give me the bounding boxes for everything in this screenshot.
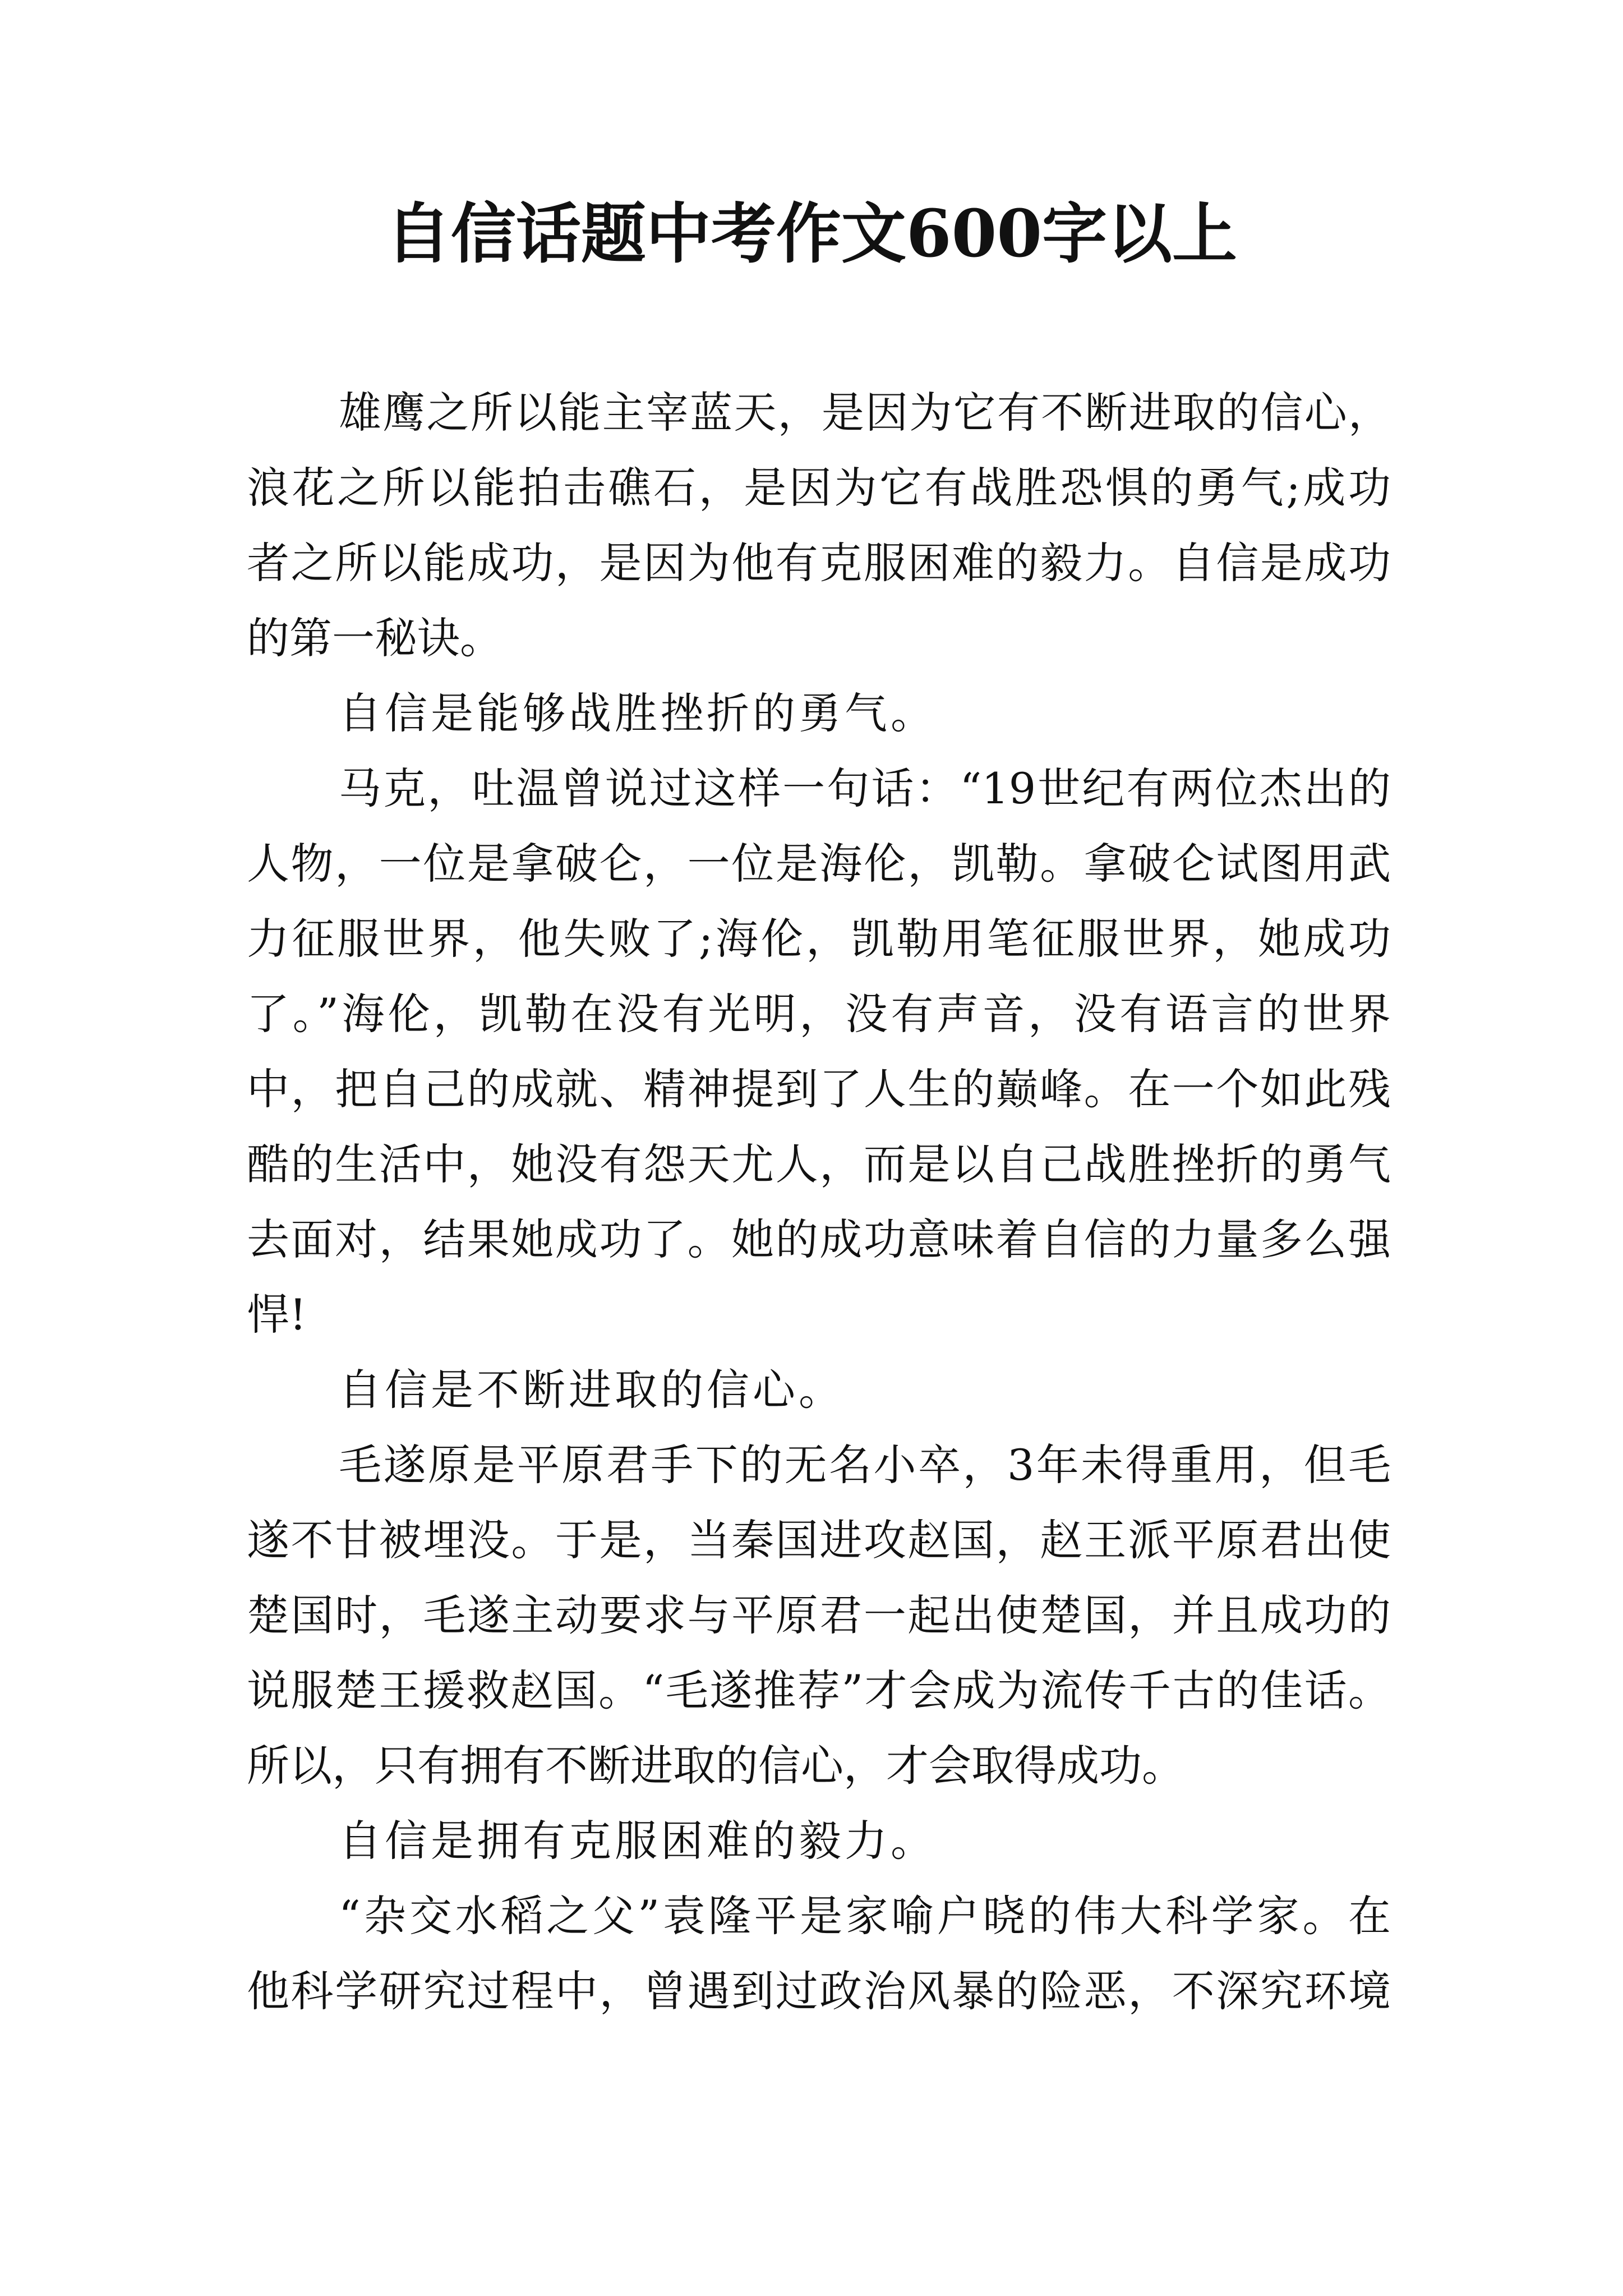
essay-line: 人物，一位是拿破仑，一位是海伦，凯勒。拿破仑试图用武 (247, 839, 1391, 889)
essay-line: 自信是不断进取的信心。 (339, 1365, 845, 1415)
essay-line: 他科学研究过程中，曾遇到过政治风暴的险恶，不深究环境 (247, 1966, 1391, 2016)
essay-line: 楚国时，毛遂主动要求与平原君一起出使楚国，并且成功的 (247, 1590, 1391, 1640)
essay-line: 悍! (247, 1290, 307, 1340)
essay-line: 遂不甘被埋没。于是，当秦国进攻赵国，赵王派平原君出使 (247, 1515, 1391, 1565)
essay-line: 所以，只有拥有不断进取的信心，才会取得成功。 (247, 1741, 1184, 1791)
essay-line: 自信是拥有克服困难的毅力。 (339, 1816, 937, 1866)
essay-line: “杂交水稻之父”袁隆平是家喻户晓的伟大科学家。在 (339, 1891, 1391, 1941)
essay-line: 的第一秘诀。 (247, 613, 502, 663)
essay-line: 力征服世界，他失败了;海伦，凯勒用笔征服世界，她成功 (247, 914, 1391, 964)
essay-line: 者之所以能成功，是因为他有克服困难的毅力。自信是成功 (247, 538, 1391, 588)
essay-line: 毛遂原是平原君手下的无名小卒，3年未得重用，但毛 (339, 1440, 1391, 1490)
essay-line: 浪花之所以能拍击礁石，是因为它有战胜恐惧的勇气;成功 (247, 463, 1391, 513)
document-title: 自信话题中考作文600字以上 (385, 196, 1238, 272)
essay-line: 马克，吐温曾说过这样一句话：“19世纪有两位杰出的 (339, 763, 1391, 813)
essay-line: 雄鹰之所以能主宰蓝天，是因为它有不断进取的信心， (339, 388, 1391, 438)
essay-line: 说服楚王援救赵国。“毛遂推荐”才会成为流传千古的佳话。 (247, 1665, 1391, 1715)
essay-line: 去面对，结果她成功了。她的成功意味着自信的力量多么强 (247, 1214, 1391, 1264)
essay-line: 中，把自己的成就、精神提到了人生的巅峰。在一个如此残 (247, 1064, 1391, 1114)
essay-line: 了。”海伦，凯勒在没有光明，没有声音，没有语言的世界 (247, 989, 1391, 1039)
essay-line: 酷的生活中，她没有怨天尤人，而是以自己战胜挫折的勇气 (247, 1139, 1391, 1189)
essay-line: 自信是能够战胜挫折的勇气。 (339, 688, 937, 738)
